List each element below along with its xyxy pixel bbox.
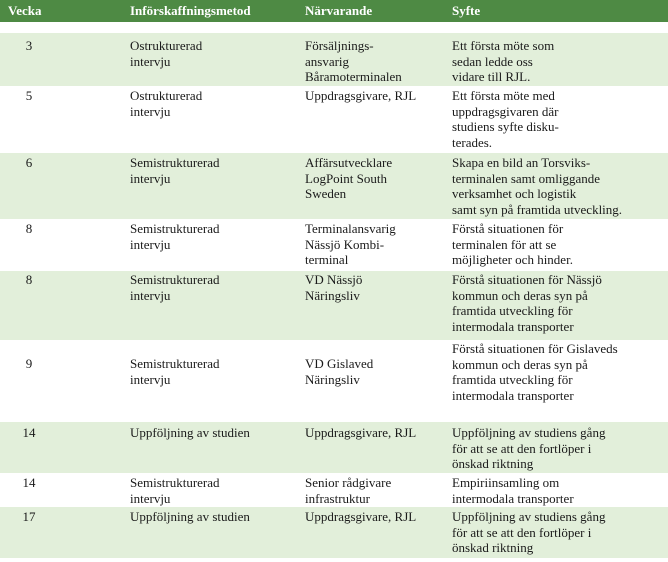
cell-metod — [130, 425, 250, 441]
cell-line: intervju — [130, 236, 171, 252]
cell-vecka: 6 — [25, 155, 33, 170]
cell-line: Näringsliv — [305, 287, 360, 303]
header-narvarande: Närvarande — [305, 3, 373, 18]
cell-metod — [130, 155, 220, 186]
cell-line: Båramoterminalen — [305, 69, 402, 85]
cell-metod — [130, 475, 220, 506]
cell-line: Empiriinsamling om — [452, 475, 560, 490]
cell-line: framtida utveckling för — [452, 303, 573, 319]
cell-line: Förstå situationen för Nässjö — [452, 272, 602, 287]
cell-line: Sweden — [305, 186, 347, 202]
cell-vecka: 9 — [25, 356, 33, 371]
cell-vecka: 14 — [22, 475, 36, 490]
cell-narvarande — [305, 155, 392, 202]
cell-line: önskad riktning — [452, 456, 534, 472]
cell-syfte — [452, 155, 622, 217]
cell-line: Ostrukturerad — [130, 88, 203, 103]
cell-narvarande — [305, 38, 402, 85]
cell-line: Semistrukturerad — [130, 221, 220, 236]
cell-line: ansvarig — [305, 53, 350, 69]
cell-line: intervju — [130, 371, 171, 387]
cell-line: sedan ledde oss — [452, 53, 533, 69]
table-row — [0, 507, 668, 558]
cell-line: Ostrukturerad — [130, 38, 203, 53]
cell-narvarande — [305, 509, 416, 525]
cell-vecka: 17 — [22, 509, 36, 524]
cell-metod — [130, 509, 250, 525]
cell-line: vidare till RJL. — [452, 69, 531, 85]
table-row — [0, 473, 668, 507]
header-syfte: Syfte — [452, 3, 481, 18]
cell-line: Näringsliv — [305, 371, 360, 387]
header-vecka: Vecka — [8, 3, 42, 18]
cell-line: intervju — [130, 287, 171, 303]
cell-syfte — [452, 272, 602, 334]
cell-narvarande — [305, 272, 362, 303]
cell-line: studiens syfte disku- — [452, 119, 559, 135]
cell-vecka: 8 — [25, 272, 33, 287]
table-row — [0, 340, 668, 422]
cell-line: framtida utveckling för — [452, 372, 573, 388]
cell-syfte — [452, 475, 574, 506]
cell-line: Uppdragsgivare, RJL — [305, 509, 417, 524]
cell-line: Semistrukturerad — [130, 155, 220, 170]
cell-syfte — [452, 341, 618, 403]
cell-line: Semistrukturerad — [130, 272, 220, 287]
header-metod: Införskaffningsmetod — [130, 3, 251, 18]
cell-line: möjligheter och hinder. — [452, 252, 573, 268]
cell-metod — [130, 88, 202, 119]
cell-line: kommun och deras syn på — [452, 356, 588, 372]
table-row — [0, 219, 668, 271]
cell-line: infrastruktur — [305, 490, 370, 506]
cell-line: för att se att den fortlöper i — [452, 440, 592, 456]
cell-narvarande — [305, 356, 373, 387]
cell-line: intermodala transporter — [452, 387, 574, 403]
cell-vecka: 8 — [25, 221, 33, 236]
table-row — [0, 86, 668, 153]
cell-line: Nässjö Kombi- — [305, 236, 385, 252]
cell-line: VD Gislaved — [305, 356, 374, 371]
table-row — [0, 422, 668, 473]
cell-line: terminalen för att se — [452, 236, 557, 252]
cell-metod — [130, 272, 220, 303]
cell-line: Ett första möte med — [452, 88, 555, 103]
cell-vecka: 5 — [25, 88, 33, 103]
cell-line: Skapa en bild an Torsviks- — [452, 155, 591, 170]
cell-line: Affärsutvecklare — [305, 155, 393, 170]
cell-syfte — [452, 425, 605, 472]
cell-narvarande — [305, 221, 396, 268]
cell-line: Semistrukturerad — [130, 356, 220, 371]
cell-syfte — [452, 38, 554, 85]
cell-syfte — [452, 509, 605, 556]
cell-line: Uppföljning av studien — [130, 425, 250, 440]
cell-line: Uppföljning av studien — [130, 509, 250, 524]
cell-line: Semistrukturerad — [130, 475, 220, 490]
cell-line: kommun och deras syn på — [452, 287, 588, 303]
cell-line: samt syn på framtida utveckling. — [452, 201, 623, 217]
cell-line: intervju — [130, 490, 171, 506]
cell-syfte — [452, 88, 559, 150]
cell-line: Uppföljning av studiens gång — [452, 425, 606, 440]
cell-syfte — [452, 221, 573, 268]
cell-narvarande — [305, 88, 416, 104]
cell-line: VD Nässjö — [305, 272, 363, 287]
cell-line: LogPoint South — [305, 170, 387, 186]
cell-narvarande — [305, 475, 391, 506]
cell-line: terminal — [305, 252, 349, 268]
cell-line: för att se att den fortlöper i — [452, 524, 592, 540]
cell-vecka: 14 — [22, 425, 36, 440]
cell-metod — [130, 221, 220, 252]
cell-line: Ett första möte som — [452, 38, 555, 53]
cell-narvarande — [305, 425, 416, 441]
cell-line: Uppdragsgivare, RJL — [305, 425, 417, 440]
cell-line: Förstå situationen för — [452, 221, 564, 236]
cell-line: Uppföljning av studiens gång — [452, 509, 606, 524]
cell-line: uppdragsgivaren där — [452, 103, 559, 119]
cell-metod — [130, 356, 220, 387]
cell-line: önskad riktning — [452, 540, 534, 556]
table-row — [0, 153, 668, 219]
cell-line: intervju — [130, 170, 171, 186]
cell-line: intervju — [130, 53, 171, 69]
cell-line: verksamhet och logistik — [452, 186, 577, 202]
table-row — [0, 33, 668, 86]
table-row — [0, 271, 668, 340]
cell-line: intermodala transporter — [452, 490, 574, 506]
cell-line: Förstå situationen för Gislaveds — [452, 341, 618, 356]
cell-metod — [130, 38, 202, 69]
cell-line: Försäljnings- — [305, 38, 374, 53]
cell-line: Terminalansvarig — [305, 221, 396, 236]
table-header — [0, 0, 668, 22]
cell-vecka: 3 — [25, 38, 33, 53]
cell-line: terminalen samt omliggande — [452, 170, 601, 186]
cell-line: intervju — [130, 103, 171, 119]
cell-line: terades. — [452, 134, 493, 150]
cell-line: intermodala transporter — [452, 318, 574, 334]
cell-line: Uppdragsgivare, RJL — [305, 88, 417, 103]
cell-line: Senior rådgivare — [305, 475, 392, 490]
